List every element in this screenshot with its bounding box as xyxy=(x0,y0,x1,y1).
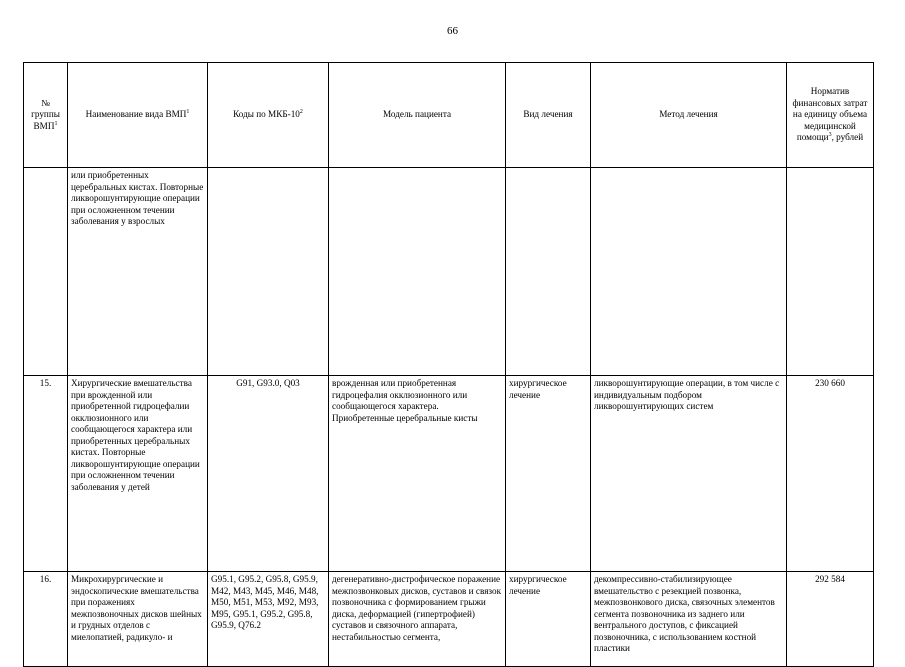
table-header-row xyxy=(24,63,874,168)
cell-codes xyxy=(208,168,329,376)
cell-method xyxy=(591,168,787,376)
cell-num: 16. xyxy=(24,572,68,667)
cell-name: Микрохирургические и эндоскопические вмешательства при поражениях межпозвоночных дисков шейных и грудных отделов с миелопатией, радикуло- и xyxy=(68,572,208,667)
cell-norm: 230 660 xyxy=(787,376,874,572)
cell-method: ликворошунтирующие операции, в том числе с индивидуальным подбором ликворошунтирующих систем xyxy=(591,376,787,572)
cell-type: хирургическое лечение xyxy=(506,376,591,572)
header-name: Наименование вида ВМП$^1$ xyxy=(68,63,208,168)
cell-model xyxy=(329,168,506,376)
cell-type xyxy=(506,168,591,376)
cell-method: декомпрессивно-стабилизирующее вмешательство с резекцией позвонка, межпозвонкового диска, связочных элементов сегмента позвоночника из заднего или вентрального доступов, с фиксацией позвоночника, с использованием костной пластики xyxy=(591,572,787,667)
cell-model: врожденная или приобретенная гидроцефалия окклюзионного или сообщающегося характера. Приобретенные церебральные кисты xyxy=(329,376,506,572)
table-row xyxy=(24,168,874,376)
cell-codes: G95.1, G95.2, G95.8, G95.9, M42, M43, M45, M46, M48, M50, M51, M53, M92, M93, M95, G95.1, G95.2, G95.8, G95.9, Q76.2 xyxy=(208,572,329,667)
page-number: 66 xyxy=(447,25,458,37)
cell-name: Хирургические вмешательства при врожденной или приобретенной гидроцефалии окклюзионного или сообщающегося характера или приобретенных церебральных кистах. Повторные ликворошунтирующие операции при осложненном течении заболевания у детей xyxy=(68,376,208,572)
header-norm: Норматив финансовых затрат на единицу объема медицинской помощи$^3$, рублей xyxy=(787,63,874,168)
cell-norm: 292 584 xyxy=(787,572,874,667)
cell-type: хирургическое лечение xyxy=(506,572,591,667)
table-row xyxy=(24,572,874,667)
cell-norm xyxy=(787,168,874,376)
vmp-table xyxy=(23,62,874,667)
cell-num xyxy=(24,168,68,376)
header-type: Вид лечения xyxy=(506,63,591,168)
header-num: № группы ВМП$^1$ xyxy=(24,63,68,168)
cell-num: 15. xyxy=(24,376,68,572)
header-codes: Коды по МКБ-$10^2$ xyxy=(208,63,329,168)
header-method: Метод лечения xyxy=(591,63,787,168)
cell-name: или приобретенных церебральных кистах. Повторные ликворошунтирующие операции при осложненном течении заболевания у взрослых xyxy=(68,168,208,376)
header-model: Модель пациента xyxy=(329,63,506,168)
cell-model: дегенеративно-дистрофическое поражение межпозвонковых дисков, суставов и связок позвоночника с формированием грыжи диска, деформацией (гипертрофией) суставов и связочного аппарата, нестабильностью сегмента, xyxy=(329,572,506,667)
cell-codes: G91, G93.0, Q03 xyxy=(208,376,329,572)
table-row xyxy=(24,376,874,572)
